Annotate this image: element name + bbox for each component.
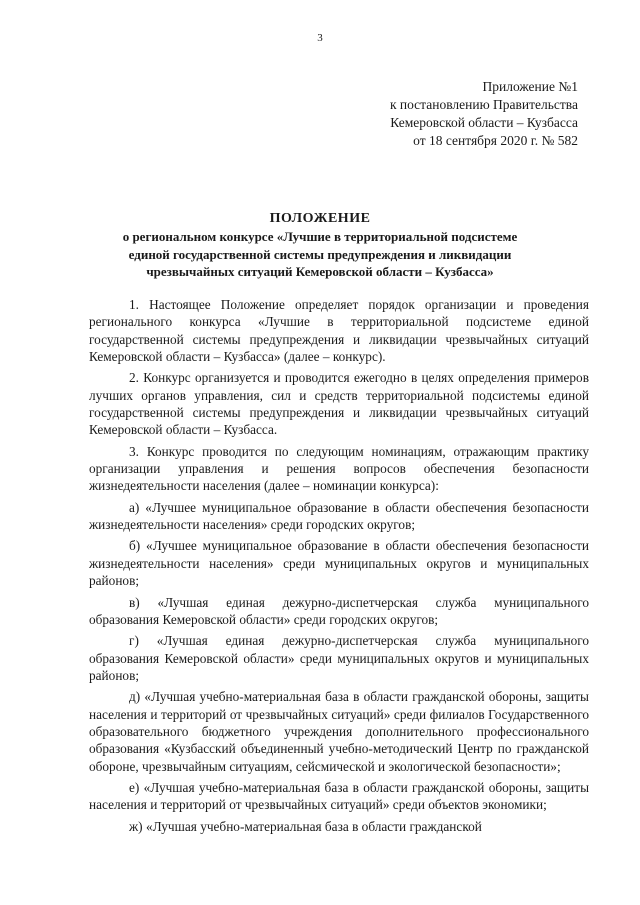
document-subtitle: чрезвычайных ситуаций Кемеровской области – Кузбасса» bbox=[146, 264, 494, 279]
document-subtitle: единой государственной системы предупреждения и ликвидации bbox=[128, 246, 512, 262]
appendix-line: к постановлению Правительства bbox=[389, 97, 578, 112]
list-item: в) «Лучшая единая дежурно-диспетчерская служба муниципального образования Кемеровской области» среди городских округов; bbox=[89, 594, 589, 627]
document-subtitle: о региональном конкурсе «Лучшие в территориальной подсистеме bbox=[122, 229, 518, 244]
list-item: а) «Лучшее муниципальное образование в области обеспечения безопасности жизнедеятельности населения» среди городских округов; bbox=[89, 499, 589, 533]
appendix-line: от 18 сентября 2020 г. № 582 bbox=[413, 133, 578, 148]
page-number: 3 bbox=[317, 32, 323, 44]
list-item: е) «Лучшая учебно-материальная база в области гражданской обороны, защиты населения и территорий от чрезвычайных ситуаций» среди объектов экономики; bbox=[89, 779, 589, 813]
document-body bbox=[89, 296, 589, 839]
appendix-block bbox=[318, 78, 578, 150]
list-item: г) «Лучшая единая дежурно-диспетчерская служба муниципального образования Кемеровской области» среди муниципальных округов и муниципальных районов; bbox=[89, 633, 589, 683]
paragraph: 1. Настоящее Положение определяет порядок организации и проведения регионального конкурса «Лучшие в территориальной подсистеме единой государственной системы предупреждения и ликвидации чрезвычайных ситуаций Кемеровской области – Кузбасса» (далее – конкурс). bbox=[89, 297, 589, 365]
list-item: д) «Лучшая учебно-материальная база в области гражданской обороны, защиты населения и территорий от чрезвычайных ситуаций» среди филиалов Государственного образовательного бюджетного учреждения дополнительного профессионального образования «Кузбасский объединенный учебно-методический Центр по гражданской обороне, чрезвычайным ситуациям, сейсмической и экологической безопасности»; bbox=[89, 689, 589, 774]
appendix-line: Кемеровской области – Кузбасса bbox=[390, 115, 578, 130]
list-item: ж) «Лучшая учебно-материальная база в области гражданской bbox=[129, 818, 482, 834]
list-item: б) «Лучшее муниципальное образование в области обеспечения безопасности жизнедеятельности населения» среди муниципальных округов и муниципальных районов; bbox=[89, 538, 589, 589]
paragraph: 3. Конкурс проводится по следующим номинациям, отражающим практику организации управления и решения вопросов обеспечения безопасности жизнедеятельности населения (далее – номинации конкурса): bbox=[89, 443, 589, 494]
document-heading bbox=[90, 210, 550, 281]
document-title: ПОЛОЖЕНИЕ bbox=[269, 211, 371, 226]
appendix-line: Приложение №1 bbox=[482, 79, 578, 94]
paragraph: 2. Конкурс организуется и проводится ежегодно в целях определения примеров лучших органов управления, сил и средств территориальной подсистемы единой государственной системы предупреждения и ликвидации чрезвычайных ситуаций Кемеровской области – Кузбасса. bbox=[89, 370, 589, 438]
